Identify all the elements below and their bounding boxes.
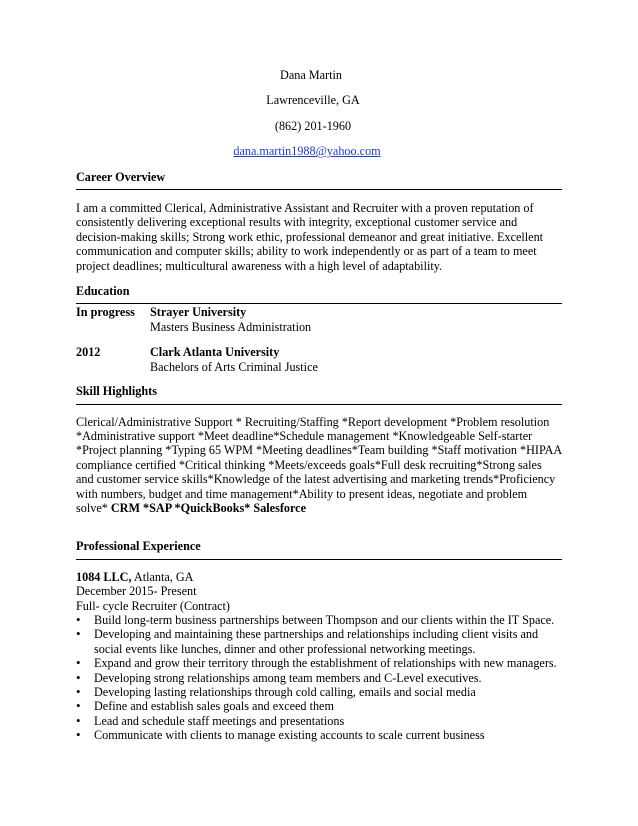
education-degree: Masters Business Administration (150, 319, 312, 334)
skills-software: CRM *SAP *QuickBooks* Salesforce (107, 500, 306, 515)
duty-item: • Developing strong relationships among team members and C-Level executives. (76, 671, 562, 685)
candidate-location: Lawrenceville, GA (266, 93, 360, 108)
education-entry (76, 345, 562, 374)
duty-item: • Expand and grow their territory through the establishment of relationships with new managers. (76, 656, 562, 670)
education-heading: Education (76, 284, 130, 299)
education-school: Clark Atlanta University (150, 345, 280, 360)
education-degree: Bachelors of Arts Criminal Justice (150, 359, 318, 374)
education-school: Strayer University (150, 305, 247, 320)
job-dates: December 2015- Present (76, 584, 197, 599)
duty-item: • Developing lasting relationships through cold calling, emails and social media (76, 685, 562, 699)
career-overview-heading: Career Overview (76, 169, 166, 184)
job-header (76, 570, 562, 584)
job-company: 1084 LLC, (76, 569, 132, 584)
resume-page (76, 68, 562, 743)
duty-item: • Lead and schedule staff meetings and presentations (76, 714, 562, 728)
experience-heading: Professional Experience (76, 539, 201, 554)
candidate-email-link[interactable]: dana.martin1988@yahoo.com (233, 144, 381, 159)
education-when: 2012 (76, 345, 101, 360)
duty-item: • Build long-term business partnerships between Thompson and our clients within the IT Space. (76, 613, 562, 627)
job-location: Atlanta, GA (131, 569, 194, 584)
duty-item: • Define and establish sales goals and exceed them (76, 699, 562, 713)
candidate-name: Dana Martin (280, 68, 342, 82)
job-role: Full- cycle Recruiter (Contract) (76, 598, 230, 613)
skills-heading: Skill Highlights (76, 384, 157, 399)
candidate-phone: (862) 201-1960 (274, 118, 352, 133)
job-duties (76, 613, 562, 743)
skills-text (76, 415, 562, 516)
education-when: In progress (76, 305, 135, 320)
duty-item: • Developing and maintaining these partnerships and relationships including client visits and social events like lunches, dinner and other professional networking meetings. (76, 627, 562, 656)
career-overview-text: I am a committed Clerical, Administrative Assistant and Recruiter with a proven reputation of consistently delivering exceptional results with integrity, exceptional customer service and decision-making skills; Strong work ethic, professional demeanor and great initiative. Excellent communication and computer skills; ability to work independently or as part of a team to meet project deadlines; multicultural awareness with a high level of adaptability. (76, 201, 544, 273)
duty-item: • Communicate with clients to manage existing accounts to scale current business (76, 728, 562, 742)
education-entry (76, 305, 562, 334)
section-divider (76, 559, 562, 560)
section-divider (76, 189, 562, 190)
section-divider (76, 303, 562, 304)
skills-list: Clerical/Administrative Support * Recruiting/Staffing *Report development *Problem resolution *Administrative support *Meet deadline*Schedule management *Knowledgeable Self-starter *Project planning *Typing 65 WPM *Meeting deadlines*Team building *Staff motivation *HIPAA compliance certified *Critical thinking *Meets/exceeds goals*Full desk recruiting*Strong sales and customer service skills*Knowledge of the latest advertising and marketing trends*Proficiency with numbers, budget and time management*Ability to present ideas, negotiate and problem solve* (76, 414, 562, 515)
section-divider (76, 404, 562, 405)
